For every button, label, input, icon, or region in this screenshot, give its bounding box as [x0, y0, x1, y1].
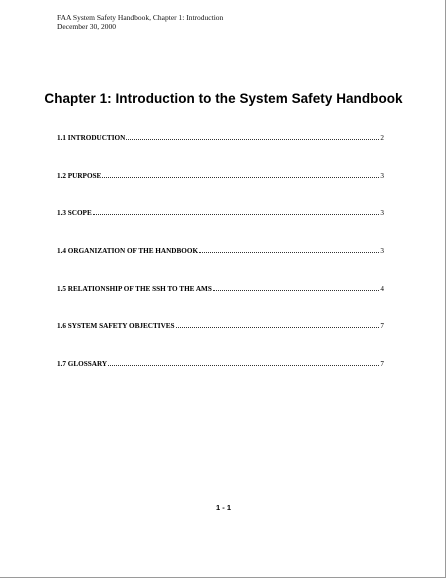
toc-entry-label: 1.1 INTRODUCTION	[57, 134, 126, 142]
chapter-title: Chapter 1: Introduction to the System Safety Handbook	[44, 91, 403, 106]
table-of-contents	[57, 133, 384, 397]
toc-entry-page: 7	[380, 322, 384, 331]
toc-entry-relationship[interactable]	[57, 284, 384, 322]
toc-dot-leader	[199, 246, 379, 253]
toc-dot-leader	[176, 321, 380, 328]
toc-dot-leader	[93, 208, 380, 215]
toc-entry-label: 1.6 SYSTEM SAFETY OBJECTIVES	[57, 322, 175, 331]
toc-dot-leader	[108, 359, 379, 366]
toc-entry-glossary[interactable]	[57, 359, 384, 397]
toc-entry-purpose[interactable]	[57, 171, 384, 209]
toc-entry-introduction[interactable]	[57, 133, 384, 171]
toc-entry-objectives[interactable]	[57, 321, 384, 359]
toc-entry-page: 3	[380, 171, 384, 180]
header-date: December 30, 2000	[57, 22, 116, 31]
header-document-title: FAA System Safety Handbook, Chapter 1: Introduction	[57, 13, 224, 22]
toc-entry-organization[interactable]	[57, 246, 384, 284]
toc-entry-label: 1.5 RELATIONSHIP OF THE SSH TO THE AMS	[57, 284, 212, 293]
running-header	[57, 13, 223, 31]
toc-entry-page: 3	[380, 247, 384, 256]
toc-entry-label: 1.3 SCOPE	[57, 209, 92, 218]
toc-dot-leader	[126, 133, 379, 140]
toc-dot-leader	[102, 171, 379, 178]
toc-entry-label: 1.2 PURPOSE	[57, 171, 102, 180]
toc-entry-page: 2	[380, 134, 384, 142]
page-number: 1 - 1	[215, 503, 231, 512]
toc-entry-page: 4	[380, 284, 384, 293]
toc-entry-label: 1.7 GLOSSARY	[57, 360, 108, 369]
toc-entry-page: 7	[380, 360, 384, 369]
toc-entry-scope[interactable]	[57, 208, 384, 246]
toc-dot-leader	[213, 284, 380, 291]
toc-entry-label: 1.4 ORGANIZATION OF THE HANDBOOK	[57, 247, 199, 256]
toc-entry-page: 3	[380, 209, 384, 218]
